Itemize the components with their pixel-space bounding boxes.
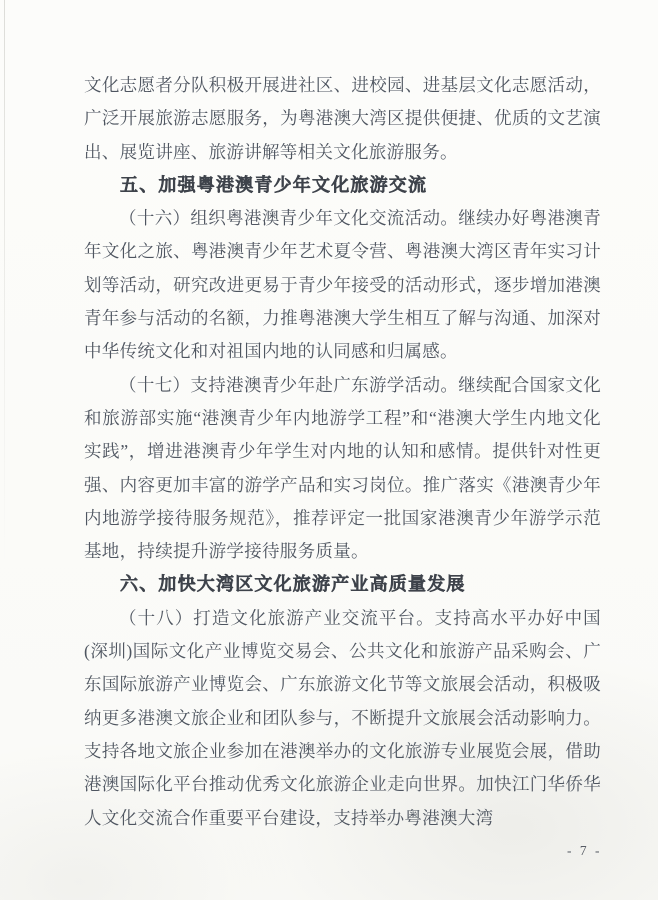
page-number: - 7 - (567, 843, 602, 858)
paragraph-17: （十七）支持港澳青少年赴广东游学活动。继续配合国家文化和旅游部实施“港澳青少年内地游学工程”和“港澳大学生内地文化实践”，增进港澳青少年学生对内地的认知和感情。提供针对性更强、内容更加丰富的游学产品和实习岗位。推广落实《港澳青少年内地游学接待服务规范》，推荐评定一批国家港澳青少年游学示范基地，持续提升游学接待服务质量。 (84, 374, 601, 562)
paragraph-16: （十六）组织粤港澳青少年文化交流活动。继续办好粤港澳青年文化之旅、粤港澳青少年艺术夏令营、粤港澳大湾区青年实习计划等活动，研究改进更易于青少年接受的活动形式，逐步增加港澳青年参与活动的名额，力推粤港澳大学生相互了解与沟通、加深对中华传统文化和对祖国内地的认同感和归属感。 (84, 208, 601, 362)
document-text-block (84, 69, 601, 835)
section-heading-5: 五、加强粤港澳青少年文化旅游交流 (120, 174, 428, 195)
paragraph-continued: 文化志愿者分队积极开展进社区、进校园、进基层文化志愿活动，广泛开展旅游志愿服务，为粤港澳大湾区提供便捷、优质的文艺演出、展览讲座、旅游讲解等相关文化旅游服务。 (84, 75, 601, 162)
scan-edge-artifact (4, 0, 5, 560)
paragraph-18: （十八）打造文化旅游产业交流平台。支持高水平办好中国(深圳)国际文化产业博览交易会、公共文化和旅游产品采购会、广东国际旅游产业博览会、广东旅游文化节等文旅展会活动，积极吸纳更多港澳文旅企业和团队参与，不断提升文旅展会活动影响力。支持各地文旅企业参加在港澳举办的文化旅游专业展览会展，借助港澳国际化平台推动优秀文化旅游企业走向世界。加快江门华侨华人文化交流合作重要平台建设，支持举办粤港澳大湾 (84, 607, 601, 828)
section-heading-6: 六、加快大湾区文化旅游产业高质量发展 (120, 574, 466, 595)
